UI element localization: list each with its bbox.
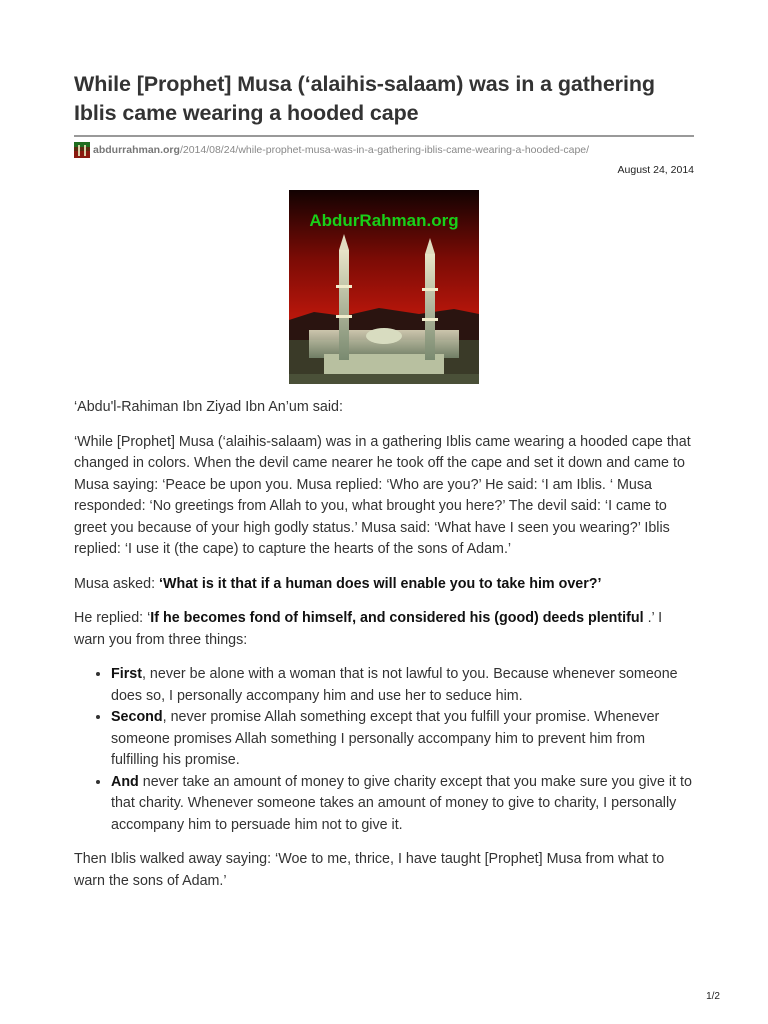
question-text: ‘What is it that if a human does will enable you to take him over?’ (159, 575, 602, 592)
closing-paragraph: Then Iblis walked away saying: ‘Woe to me, thrice, I have taught [Prophet] Musa from what to warn the sons of Adam.’ (74, 851, 665, 889)
abdurrahman-logo-image (289, 190, 479, 384)
intro-paragraph: ‘Abdu'l-Rahiman Ibn Ziyad Ibn An’um said: (74, 399, 343, 415)
question-paragraph (74, 574, 694, 596)
list-item (111, 772, 694, 837)
reply-bold-text: If he becomes fond of himself, and considered his (good) deeds plentiful (150, 610, 648, 626)
page-number: 1/2 (706, 991, 720, 1002)
list-item-text: , never promise Allah something except that you fulfill your promise. Whenever someone promises Allah something I personally accompany him to prevent him from fulfilling his promise. (111, 709, 660, 768)
source-domain: abdurrahman.org (93, 144, 180, 156)
list-item (111, 707, 694, 772)
article-date: August 24, 2014 (617, 164, 694, 176)
site-favicon-icon (74, 142, 90, 158)
list-item (111, 664, 694, 707)
warnings-list (74, 664, 694, 836)
logo-text: AbdurRahman.org (309, 211, 459, 230)
list-item-lead: And (111, 773, 139, 790)
list-item-lead: Second (111, 709, 163, 725)
reply-lead: He replied: ‘ (74, 610, 151, 626)
source-path: /2014/08/24/while-prophet-musa-was-in-a-gathering-iblis-came-wearing-a-hooded-cape/ (179, 144, 590, 156)
article-page (74, 0, 694, 905)
article-body (74, 397, 694, 892)
title-divider (74, 135, 694, 137)
reply-tail: .’ I warn you from three things: (74, 610, 663, 648)
logo-container (74, 190, 694, 384)
reply-paragraph (74, 608, 694, 651)
article-title: While [Prophet] Musa (‘alaihis-salaam) was in a gathering Iblis came wearing a hooded cape (74, 72, 655, 125)
source-link[interactable] (93, 142, 589, 158)
source-line (74, 142, 694, 158)
question-lead: Musa asked: (74, 575, 160, 592)
list-item-lead: First (111, 666, 142, 682)
list-item-text: , never be alone with a woman that is not lawful to you. Because whenever someone does so, I personally accompany him and use her to seduce him. (111, 666, 678, 704)
story-paragraph: ‘While [Prophet] Musa (‘alaihis-salaam) was in a gathering Iblis came wearing a hooded cape that changed in colors. When the devil came nearer he took off the cape and set it down and came to Musa saying: ‘Peace be upon you. Musa replied: ‘Who are you?’ He said: ‘I am Iblis. ‘ Musa responded: ‘No greetings from Allah to you, what brought you here?’ The devil said: ‘I came to greet you because of your high godly status.’ Musa said: ‘What have I seen you wearing?’ Iblis replied: ‘I use it (the cape) to capture the hearts of the sons of Adam.’ (74, 433, 691, 557)
list-item-text: never take an amount of money to give charity except that you make sure you give it to that charity. Whenever someone takes an amount of money to give to charity, I personally accompany him to persuade him not to give it. (111, 773, 692, 833)
